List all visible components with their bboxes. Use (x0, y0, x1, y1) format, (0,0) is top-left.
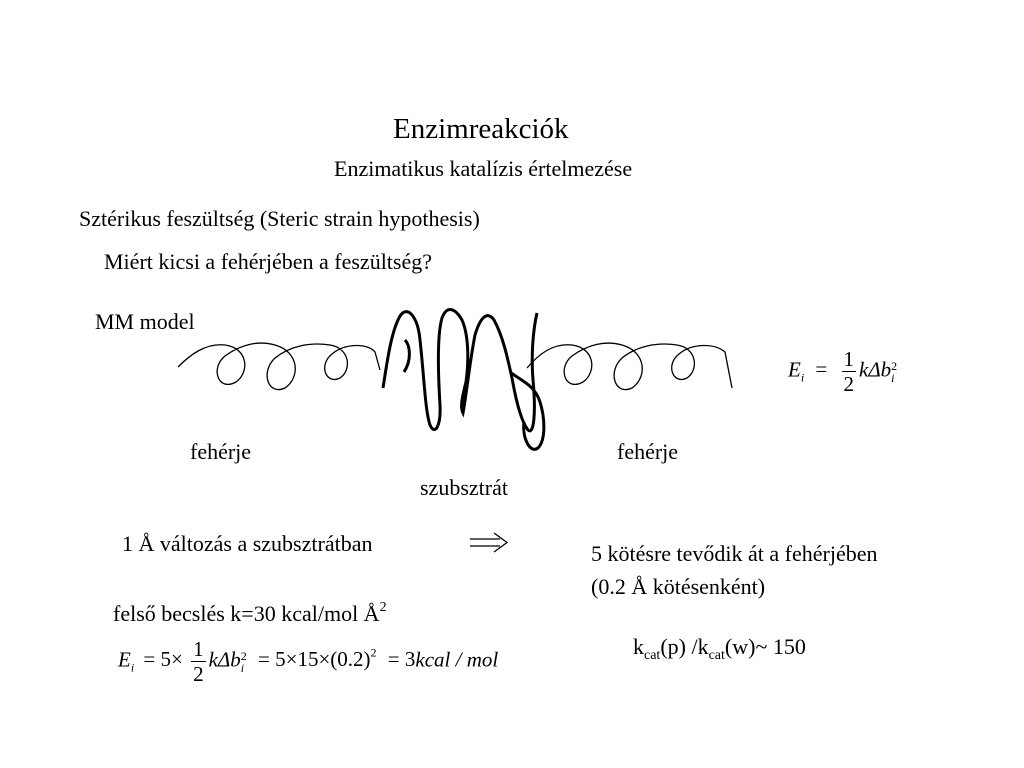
formula1-lhs: E (788, 357, 801, 382)
page-subtitle: Enzimatikus katalízis értelmezése (334, 156, 633, 181)
formula1-eq: = (815, 357, 828, 382)
estimate-sup: 2 (379, 600, 387, 615)
section-heading: Sztérikus feszültség (Steric strain hypothesis) (79, 206, 480, 231)
formula2-lhs-sub: i (130, 660, 135, 675)
page-title: Enzimreakciók (393, 113, 569, 145)
substrate-label: szubsztrát (420, 475, 508, 500)
formula2-fraction (191, 637, 206, 686)
mm-model-label: MM model (95, 309, 195, 334)
formula2-part1: = 5× (143, 647, 183, 672)
right-protein-label: fehérje (617, 439, 679, 464)
formula2-num: 1 (193, 637, 204, 661)
energy-estimate-formula (118, 637, 498, 686)
ratio-sub2: cat (708, 648, 725, 663)
formula2-den: 2 (193, 662, 204, 687)
left-protein-label: fehérje (190, 439, 252, 464)
formula2-part3: = 3 (387, 647, 416, 672)
change-text: 1 Å változás a szubsztrátban (122, 531, 373, 556)
arrow-head (494, 533, 507, 552)
formula2-sup2: 2 (370, 645, 377, 660)
formula2-sub: i (240, 660, 245, 675)
result-line-2: (0.2 Å kötésenként) (591, 574, 766, 599)
left-protein-coil (178, 343, 380, 390)
estimate-text (113, 601, 387, 625)
energy-formula (788, 347, 897, 396)
formula1-lhs-sub: i (800, 370, 805, 385)
formula1-fraction (842, 347, 857, 396)
formula2-sup: 2 (240, 648, 247, 663)
ratio-sub1: cat (644, 648, 661, 663)
formula1-sub: i (891, 370, 895, 385)
formula1-den: 2 (843, 372, 855, 397)
formula2-term: kΔb (208, 647, 241, 672)
rate-ratio (633, 636, 806, 663)
formula2-part2: = 5×15×(0.2) (258, 647, 371, 672)
formula1-term: kΔb (859, 357, 892, 382)
formula1-sup: 2 (891, 358, 898, 373)
right-protein-coil (527, 343, 732, 390)
formula1-num: 1 (843, 347, 855, 371)
formula2-lhs: E (118, 647, 131, 672)
ratio-p: (p) /k (660, 634, 709, 659)
result-line-1: 5 kötésre tevődik át a fehérjében (591, 541, 878, 566)
formula2-unit: kcal / mol (415, 647, 499, 672)
ratio-w: (w)~ 150 (724, 634, 806, 659)
ratio-k1: k (633, 634, 644, 659)
estimate-text-main: felső becslés k=30 kcal/mol Å (113, 601, 380, 626)
question-text: Miért kicsi a fehérjében a feszültség? (104, 249, 433, 274)
